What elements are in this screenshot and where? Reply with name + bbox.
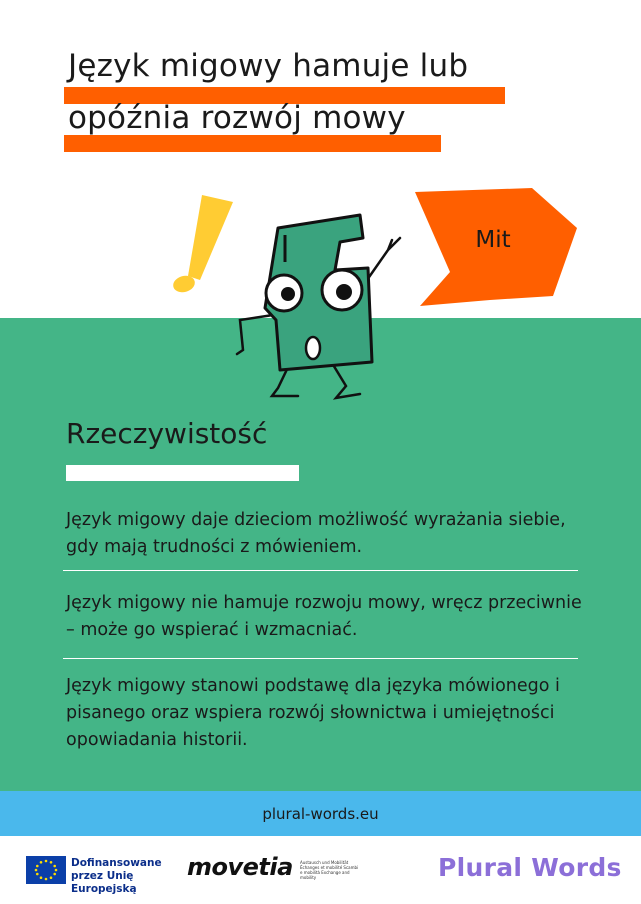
title-line-1: Język migowy hamuje lub (68, 48, 469, 84)
movetia-tagline: Austausch und Mobilität Échanges et mobilité Scambi e mobilità Exchange and mobility (300, 860, 359, 880)
mascot-arm-left (237, 315, 273, 354)
exclamation-mark-icon (171, 195, 233, 295)
eu-funding-text: Dofinansowane przez Unię Europejską (71, 857, 162, 895)
url-band (0, 791, 641, 836)
mascot-illustration (160, 180, 590, 405)
reality-point-2: Język migowy nie hamuje rozwoju mowy, wręcz przeciwnie – może go wspierać i wzmacniać. (66, 593, 582, 640)
eu-flag-icon (26, 856, 66, 884)
divider-1 (63, 570, 578, 571)
plural-words-logo: Plural Words (438, 853, 622, 882)
reality-heading: Rzeczywistość (66, 417, 268, 450)
title-line-2: opóźnia rozwój mowy (68, 100, 406, 136)
reality-point-3: Język migowy stanowi podstawę dla języka mówionego i pisanego oraz wspiera rozwój słownictwa i umiejętności opowiadania historii. (66, 676, 560, 750)
divider-2 (63, 658, 578, 659)
website-link[interactable]: plural-words.eu (262, 804, 379, 823)
mascot-mouth (306, 337, 320, 359)
reality-heading-underline (66, 465, 299, 481)
speech-bubble-icon (415, 188, 577, 306)
movetia-logo: movetia (187, 853, 293, 881)
reality-point-1: Język migowy daje dzieciom możliwość wyrażania siebie, gdy mają trudności z mówieniem. (66, 510, 566, 557)
myth-label: Mit (475, 227, 511, 253)
